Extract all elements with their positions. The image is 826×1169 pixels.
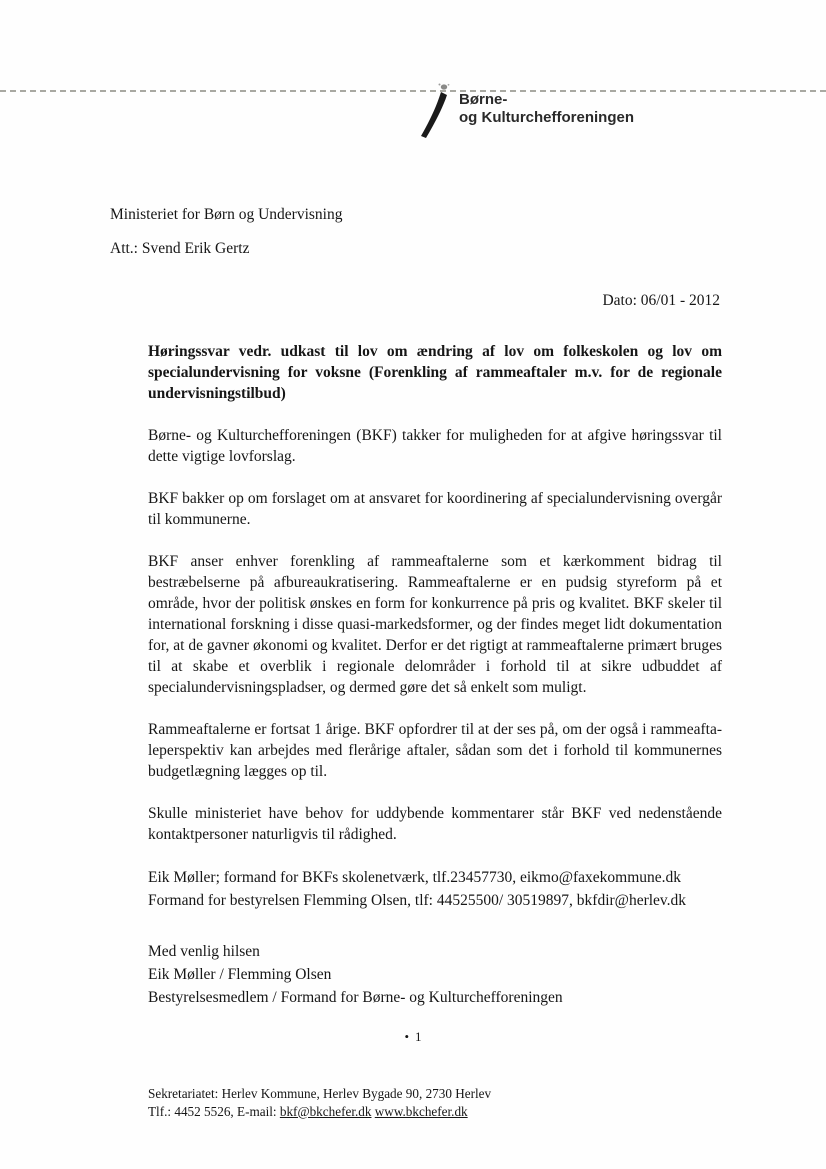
contact-line: Eik Møller; formand for BKFs skolenetværk, tlf.23457730, eikmo@faxekommune.dk bbox=[148, 869, 682, 886]
closing-block bbox=[148, 940, 722, 1009]
closing-titles: Bestyrelsesmedlem / Formand for Børne- og Kulturchefforeningen bbox=[148, 989, 563, 1006]
page-number-value: 1 bbox=[415, 1029, 422, 1044]
subject-heading: Høringssvar vedr. udkast til lov om ændring af lov om folkeskolen og lov om specialundervisning for voksne (Forenkling af rammeaftaler m.v. for de regionale undervisningstilbud) bbox=[148, 343, 722, 402]
contact-block bbox=[148, 866, 722, 912]
footer-web-link[interactable]: www.bkchefer.dk bbox=[374, 1103, 468, 1119]
body-paragraph: Skulle ministeriet have behov for uddybende kommentarer står BKF ved nedenstående kontaktpersoner naturligvis til rådighed. bbox=[148, 805, 722, 843]
logo-name-line1: Børne- bbox=[459, 91, 508, 108]
footer-contact-prefix: Tlf.: 4452 5526, E-mail: bbox=[148, 1103, 280, 1119]
organization-logo bbox=[416, 82, 634, 138]
body-paragraph: BKF anser enhver forenkling af rammeaftalerne som et kærkomment bidrag til bestræbelserne på afbureaukratisering. Rammeaftalerne er en pudsig styreform på et område, hvor der politisk ønskes en form for konkurrence på pris og kvalitet. BKF skeler til international forskning i disse quasi-markedsformer, og der findes meget lidt dokumentation for, at de gavner økonomi og kvalitet. Derfor er det rigtigt at rammeaftalerne primært bruges til at skabe et overblik i regionale delområder i forhold til at sikre udbuddet af specialundervisningspladser, og dermed gøre det så enkelt som muligt. bbox=[148, 553, 722, 696]
footer-contact-line bbox=[148, 1103, 491, 1121]
attention-line: Att.: Svend Erik Gertz bbox=[110, 240, 250, 257]
body-paragraph: Børne- og Kulturchefforeningen (BKF) takker for muligheden for at afgive høringssvar til dette vigtige lovforslag. bbox=[148, 427, 722, 465]
closing-salutation: Med venlig hilsen bbox=[148, 943, 260, 960]
recipient-line: Ministeriet for Børn og Undervisning bbox=[110, 206, 343, 223]
bullet-icon: • bbox=[404, 1029, 416, 1044]
page-footer bbox=[148, 1085, 491, 1120]
closing-names: Eik Møller / Flemming Olsen bbox=[148, 966, 332, 983]
logo-name bbox=[459, 91, 634, 127]
letter-body bbox=[148, 341, 722, 1009]
date-line: Dato: 06/01 - 2012 bbox=[602, 292, 720, 309]
footer-secretariat-line: Sekretariatet: Herlev Kommune, Herlev Bygade 90, 2730 Herlev bbox=[148, 1086, 492, 1101]
footer-email-link[interactable]: bkf@bkchefer.dk bbox=[279, 1103, 372, 1119]
contact-line: Formand for bestyrelsen Flemming Olsen, tlf: 44525500/ 30519897, bkfdir@herlev.dk bbox=[148, 892, 687, 909]
body-paragraph: BKF bakker op om forslaget om at ansvaret for koordinering af specialundervisning overgår til kommunerne. bbox=[148, 490, 722, 528]
page-number bbox=[0, 1029, 826, 1045]
brush-stroke-icon bbox=[416, 82, 452, 138]
dashed-divider bbox=[0, 90, 826, 92]
body-paragraph: Rammeaftalerne er fortsat 1 årige. BKF opfordrer til at der ses på, om der også i rammeaftaleperspektiv kan arbejdes med flerårige aftaler, sådan som det i forhold til kommunernes budgetlægning lægges op til. bbox=[148, 721, 722, 780]
logo-name-line2: og Kulturchefforeningen bbox=[459, 109, 634, 126]
